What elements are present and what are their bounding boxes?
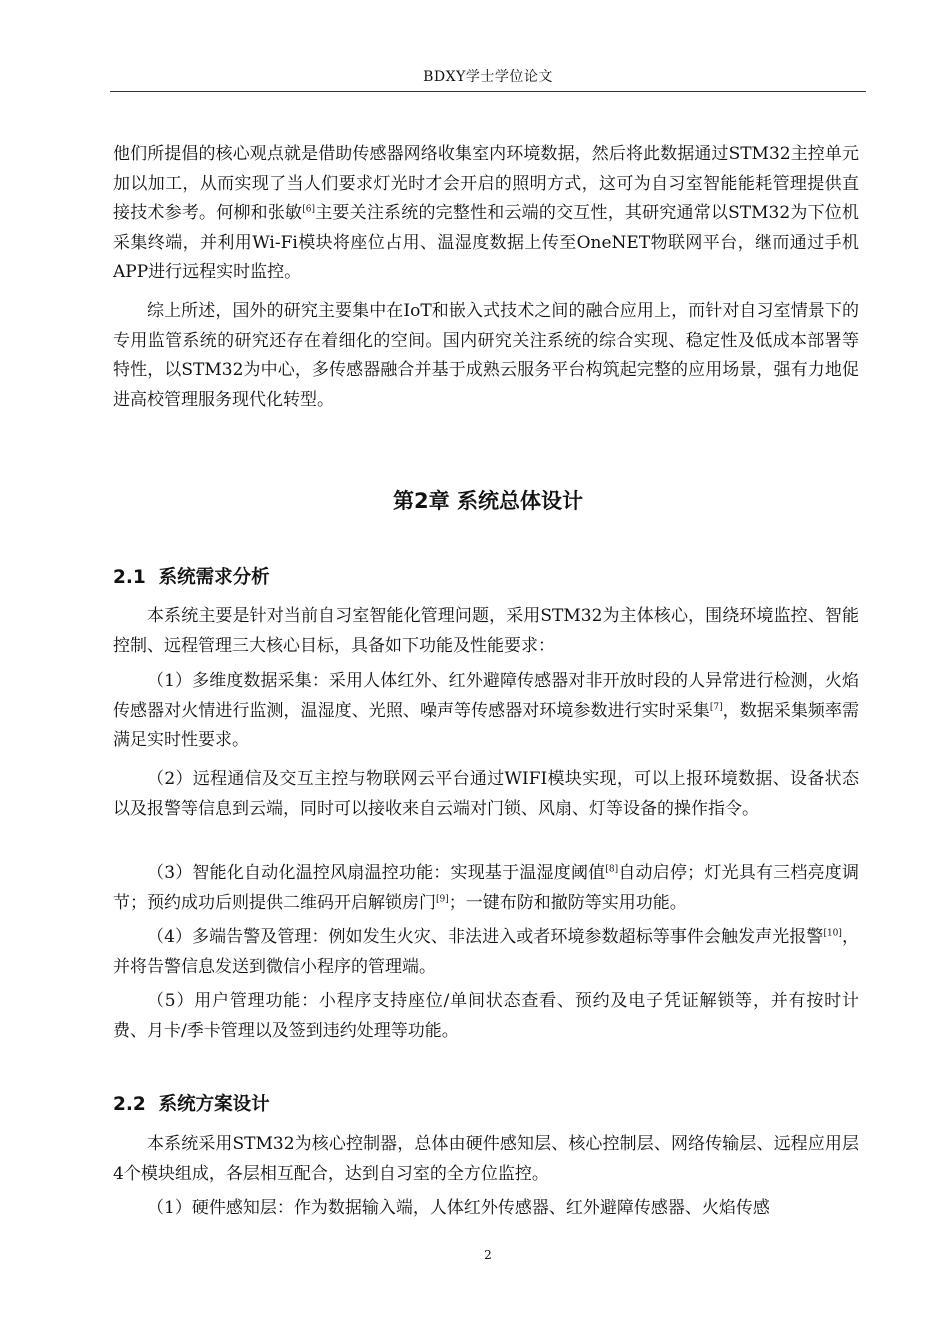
citation-7: [7] — [709, 701, 723, 712]
paragraph-6 — [113, 859, 859, 918]
paragraph-8: （5）用户管理功能：小程序支持座位/单间状态查看、预约及电子凭证解锁等，并有按时计费、月卡/季卡管理以及签到违约处理等功能。 — [113, 991, 859, 1041]
paragraph-3: 本系统主要是针对当前自习室智能化管理问题，采用STM32为主体核心，围绕环境监控、智能控制、远程管理三大核心目标，具备如下功能及性能要求： — [113, 606, 859, 656]
section-title: 系统方案设计 — [158, 1094, 270, 1115]
section-number: 2.2 — [113, 1094, 146, 1115]
section-number: 2.1 — [113, 567, 146, 588]
paragraph-7-text-a: （4）多端告警及管理：例如发生火灾、非法进入或者环境参数超标等事件会触发声光报警 — [147, 927, 824, 947]
section-heading-2-2 — [113, 1090, 270, 1116]
paragraph-1-text-a: 他们所提倡的核心观点就是借助传感器网络收集室内环境数据，然后将此数据通过STM32主控单元加以加工，从而实现了当人们要求灯光时才会开启的照明方式，这可为自习室智能能耗管理提供直接技术参考。何柳和张敏 — [113, 144, 859, 223]
citation-10: [10] — [823, 928, 842, 939]
paragraph-4-text-a: （1）多维度数据采集：采用人体红外、红外避障传感器对非开放时段的人异常进行检测，火焰传感器对火情进行监测，温湿度、光照、噪声等传感器对环境参数进行实时采集 — [113, 671, 859, 721]
page-number: 2 — [484, 1248, 492, 1262]
citation-6: [6] — [302, 204, 316, 215]
paragraph-7-text-b: ，并将告警信息发送到微信小程序的管理端。 — [113, 927, 859, 977]
paragraph-10: （1）硬件感知层：作为数据输入端，人体红外传感器、红外避障传感器、火焰传感 — [147, 1198, 770, 1218]
paragraph-1-text-b: 主要关注系统的完整性和云端的交互性，其研究通常以STM32为下位机采集终端，并利用Wi-Fi模块将座位占用、温湿度数据上传至OneNET物联网平台，继而通过手机APP进行远程实时监控。 — [113, 203, 859, 282]
paragraph-1 — [113, 140, 859, 288]
citation-9: [9] — [436, 893, 449, 904]
section-heading-2-1 — [113, 563, 270, 589]
running-header: BDXY学士学位论文 — [423, 69, 553, 85]
paragraph-6-text-a: （3）智能化自动化温控风扇温控功能：实现基于温湿度阈值 — [147, 863, 606, 883]
section-title: 系统需求分析 — [158, 567, 270, 588]
paragraph-6-text-b: 自动启停；灯光具有三档亮度调节；预约成功后则提供二维码开启解锁房门 — [113, 863, 860, 913]
header-divider — [110, 91, 866, 92]
paragraph-6-text-c: ；一键布防和撤防等实用功能。 — [448, 892, 687, 913]
paragraph-4 — [113, 667, 859, 756]
paragraph-7 — [113, 923, 859, 982]
paragraph-2: 综上所述，国外的研究主要集中在IoT和嵌入式技术之间的融合应用上，而针对自习室情景下的专用监管系统的研究还存在着细化的空间。国内研究关注系统的综合实现、稳定性及低成本部署等特性，以STM32为中心，多传感器融合并基于成熟云服务平台构筑起完整的应用场景，强有力地促进高校管理服务现代化转型。 — [113, 301, 859, 410]
paragraph-9: 本系统采用STM32为核心控制器，总体由硬件感知层、核心控制层、网络传输层、远程应用层4个模块组成，各层相互配合，达到自习室的全方位监控。 — [113, 1134, 859, 1184]
paragraph-4-text-b: ，数据采集频率需满足实时性要求。 — [113, 700, 860, 750]
citation-8: [8] — [605, 864, 619, 875]
chapter-title: 第2章 系统总体设计 — [393, 489, 583, 513]
paragraph-5: （2）远程通信及交互主控与物联网云平台通过WIFI模块实现，可以上报环境数据、设备状态以及报警等信息到云端，同时可以接收来自云端对门锁、风扇、灯等设备的操作指令。 — [113, 769, 859, 819]
